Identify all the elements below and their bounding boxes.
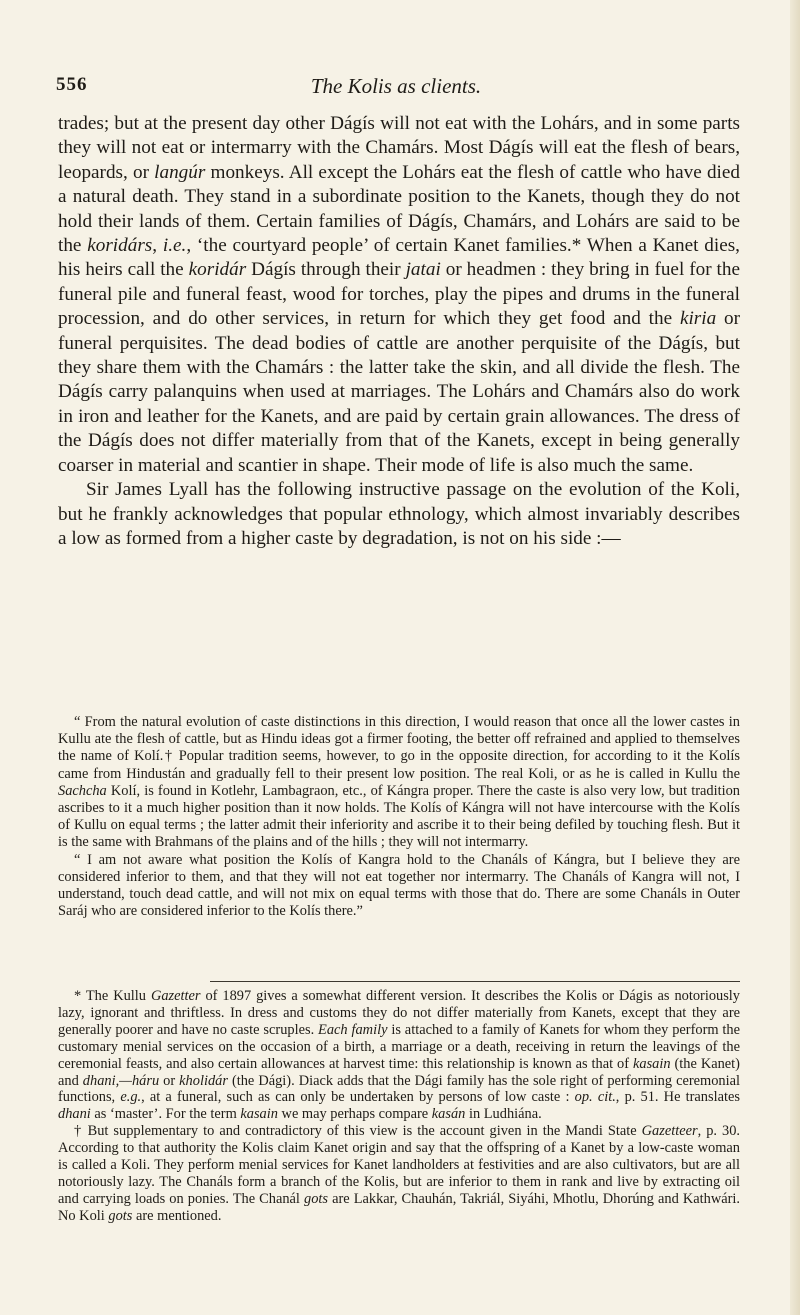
footnote-rule — [210, 981, 740, 982]
text-span: as ‘master’. For the term — [90, 1106, 241, 1123]
italic-term: kiria — [679, 308, 717, 330]
text-span: trades; but at the present day other Dágís will not eat with the Lohárs, and in some parts they will not eat or intermarry with the Chamárs. Most Dágís will eat the flesh of bears, leopards, or — [58, 113, 740, 183]
italic-term: kasain — [240, 1106, 278, 1123]
text-span: , p. 51. He translates — [615, 1089, 740, 1106]
text-span: monkeys. All except the Lohárs eat the flesh of cattle who have died a natural death. They stand in a subordinate position to the Kanets, though they do not hold their lands of them. Certain families of Dágís, Chamárs, and Lohárs are said to be the — [58, 161, 740, 257]
italic-term: kasán — [431, 1106, 466, 1123]
italic-term: Sachcha — [58, 782, 107, 799]
italic-term: e.g. — [120, 1089, 142, 1106]
body-text — [58, 112, 740, 551]
text-span: , p. 30. According to that authority the Kolis claim Kanet origin and say that the offspring of a Kanet by a low-caste woman is called a Koli. They perform menial services for Kanet landholders at festivities and are also cultivators, but are all notoriously lazy. The Chanáls form a branch of the Kolis, but are inferior to them in rank and live by extracting oil and carrying loads on ponies. The Chanál — [58, 1123, 740, 1207]
text-span: , — [152, 235, 163, 257]
text-span: Dágís through their — [246, 259, 406, 281]
italic-term: koridárs — [87, 235, 153, 257]
paragraph-1 — [58, 112, 740, 478]
quote-paragraph-2: “ I am not aware what position the Kolís of Kangra hold to the Chanáls of Kángra, but I believe they are considered inferior to them, and that they will not eat together nor intermarry. The Chanáls of Kangra will not, I understand, touch dead cattle, and will not mix on equal terms with those that do. There are some Chanáls in Outer Saráj who are considered inferior to the Kolís there.” — [58, 851, 740, 920]
italic-term: langúr — [154, 161, 206, 183]
text-span: “ From the natural evolution of caste distinctions in this direction, I would reason that once all the lower castes in Kullu ate the flesh of cattle, but as Hindu ideas got a firmer footing, the better off refrained and applied to themselves the name of Kolí.† Popular tradition seems, however, to go in the opposite direction, for according to it the Kolís came from Hindustán and gradually fell to their present low position. The real Koli, or as he is called in Kullu the — [58, 714, 740, 782]
text-span: , at a funeral, such as can only be undertaken by persons of low caste : — [141, 1089, 575, 1106]
italic-term: koridár — [188, 259, 247, 281]
italic-term: kholidár — [179, 1072, 228, 1089]
text-span: are Lakkar, Chauhán, Takriál, Siyáhi, Mhotlu, Dhorúng and Kathwári. No Koli — [58, 1190, 740, 1224]
text-span: (the Dági). Diack adds that the Dági family has the sole right of performing ceremonial functions, — [58, 1072, 740, 1106]
paragraph-2: Sir James Lyall has the following instructive passage on the evolution of the Koli, but he frankly acknowledges that popular ethnology, which almost invariably describes a low as formed from a higher caste by degradation, is not on his side :— — [58, 479, 740, 549]
text-span: of 1897 gives a somewhat different version. It describes the Kolis or Dágis as notoriously lazy, ignorant and thriftless. In dress and customs they do not differ materially from Kanets, except that they are generally poorer and have no caste scruples. — [58, 988, 741, 1038]
italic-term: Each family — [318, 1021, 388, 1038]
footnotes — [58, 988, 740, 1225]
text-span: or — [159, 1072, 180, 1089]
italic-term: jatai — [405, 259, 441, 281]
italic-term: op. cit. — [574, 1089, 616, 1106]
running-head: The Kolis as clients. — [310, 74, 482, 98]
italic-term: Gazetter — [150, 988, 201, 1004]
block-quote — [58, 714, 740, 920]
text-span: † But supplementary to and contradictory of this view is the account given in the Mandi State — [74, 1123, 642, 1140]
italic-term: Gazetteer — [641, 1123, 698, 1140]
page-header — [56, 74, 736, 98]
text-span: we may perhaps compare — [277, 1106, 432, 1123]
text-span: are mentioned. — [132, 1207, 222, 1224]
quote-paragraph-1 — [58, 714, 740, 852]
text-span: is attached to a family of Kanets for whom they perform the customary menial services on the occasion of a birth, a marriage or a death, receiving in return the leavings of the ceremonial feasts, and also certain allowances at harvest time: this relationship is known as that of — [58, 1021, 741, 1072]
text-span: * The Kullu — [74, 988, 151, 1004]
text-span: , ‘the courtyard people’ of certain Kanet families.* When a Kanet dies, his heirs call the — [58, 235, 740, 281]
italic-term: kasain — [632, 1055, 671, 1072]
text-span: in Ludhiána. — [465, 1106, 542, 1123]
text-span: Kolí, is found in Kotlehr, Lambagraon, etc., of Kángra proper. There the caste is also very low, but tradition ascribes to it a much higher position than it now holds. The Kolís of Kángra will not have intercourse with the Kolís of Kullu on equal terms ; the latter admit their inferiority and ascribe it to their being defiled by touching flesh. But it is the same with Brahmans of the plains and of the hills ; they will not intermarry. — [58, 782, 740, 851]
text-span: (the Kanet) and — [58, 1055, 740, 1089]
page-edge — [790, 0, 800, 1315]
italic-term: i.e. — [162, 235, 187, 257]
text-span: or funeral perquisites. The dead bodies of cattle are another perquisite of the Dágís, but they share them with the Chamárs : the latter take the skin, and all divide the flesh. The Dágís carry palanquins when used at marriages. The Lohárs and Chamárs also do work in iron and leather for the Kanets, and are paid by certain grain allowances. The dress of the Dágís does not differ materially from that of the Kanets, except in being generally coarser in material and scantier in shape. Their mode of life is also much the same. — [58, 308, 740, 476]
italic-term: gots — [108, 1207, 133, 1224]
text-span: or headmen : they bring in fuel for the funeral pile and funeral feast, wood for torches, play the pipes and drums in the funeral procession, and do other services, in return for which they get food and the — [58, 259, 740, 330]
italic-term: dhani — [58, 1106, 91, 1123]
page-number: 556 — [56, 74, 88, 95]
footnote-1 — [58, 988, 740, 1123]
footnote-2 — [58, 1123, 740, 1224]
italic-term: dhani,—háru — [82, 1072, 160, 1089]
italic-term: gots — [304, 1190, 328, 1207]
